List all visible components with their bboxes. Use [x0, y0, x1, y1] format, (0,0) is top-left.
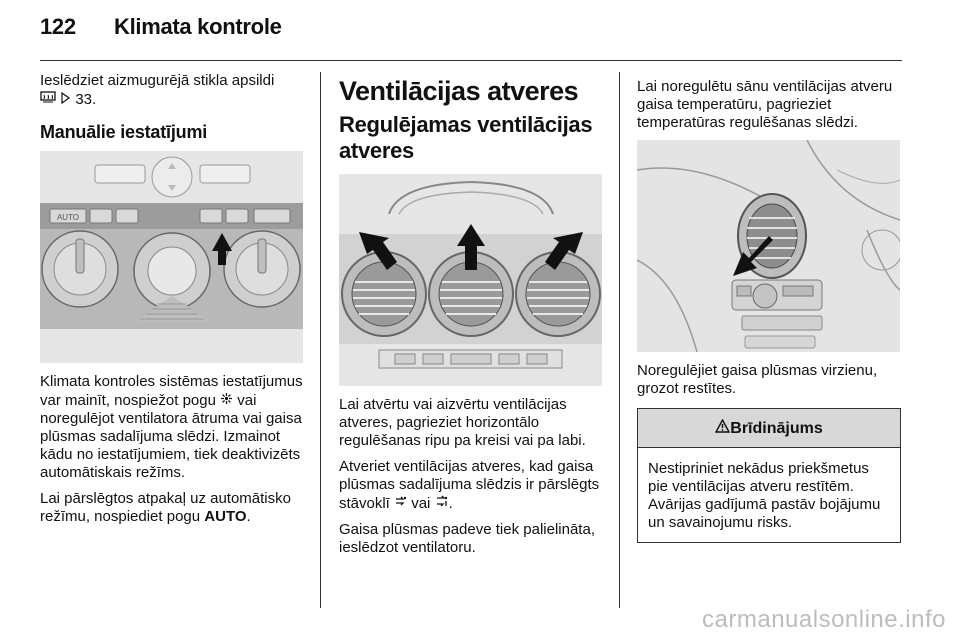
- intro-paragraph: Ieslēdziet aizmugurējā stikla apsildi 33.: [40, 72, 275, 108]
- center-vents-illustration: [339, 174, 602, 386]
- warning-title: Brīdinājums: [730, 420, 823, 437]
- airflow-fan-paragraph: Gaisa plūsmas padeve tiek palielināta, ieslēdzot ventilatoru.: [339, 521, 595, 556]
- page-header: [40, 14, 282, 40]
- warning-triangle-icon: [715, 419, 730, 437]
- side-vent-illustration: [637, 140, 900, 352]
- airflow-face-icon: [394, 494, 407, 512]
- column-3: [637, 78, 901, 543]
- fan-icon: [220, 391, 233, 409]
- manual-settings-paragraph: Klimata kontroles sistēmas iestatījumus var mainīt, nospiežot pogu vai noregulējot ventilatora ātruma vai gaisa plūsmas sadalījuma slēdzi. Izmainot kādu no iestatījumiem, tiek deaktivizēts automātiskais režīms.: [40, 373, 303, 481]
- warning-box: [637, 408, 901, 543]
- section-heading-manual: Manuālie iestatījumi: [40, 122, 208, 142]
- watermark-footer: carmanualsonline.info: [702, 606, 946, 633]
- warning-header: [638, 409, 900, 448]
- page-ref-icon: [60, 90, 71, 108]
- section-title-vents: Ventilācijas atveres: [339, 76, 579, 106]
- page-ref: 33.: [75, 91, 97, 108]
- column-divider-2: [619, 72, 620, 608]
- vent-open-paragraph: Atveriet ventilācijas atveres, kad gaisa plūsmas sadalījuma slēdzis ir pārslēgts stāvoklī vai .: [339, 458, 600, 512]
- header-rule: [40, 60, 902, 61]
- column-2: [339, 76, 604, 565]
- vent-open-close-paragraph: Lai atvērtu vai aizvērtu ventilācijas atveres, pagrieziet horizontālo regulēšanas ripu pa kreisi vai pa labi.: [339, 396, 586, 449]
- column-1: [40, 72, 306, 534]
- auto-mode-paragraph: Lai pārslēgtos atpakaļ uz automātisko režīmu, nospiediet pogu AUTO.: [40, 490, 291, 525]
- column-divider-1: [320, 72, 321, 608]
- subsection-title-adjustable: Regulējamas ventilācijas atveres: [339, 112, 593, 163]
- page-title: Klimata kontrole: [114, 14, 282, 39]
- panel-auto-label: AUTO: [56, 213, 80, 222]
- auto-button-label: AUTO: [204, 508, 247, 525]
- page-number: 122: [40, 14, 76, 39]
- rear-defrost-icon: [40, 90, 56, 108]
- side-vent-temp-paragraph: Lai noregulētu sānu ventilācijas atveru gaisa temperatūru, pagrieziet temperatūras regulēšanas slēdzi.: [637, 78, 893, 131]
- louver-direction-paragraph: Noregulējiet gaisa plūsmas virzienu, grozot restītes.: [637, 362, 878, 397]
- warning-text: Nestipriniet nekādus priekšmetus pie ventilācijas atveru restītēm. Avārijas gadījumā pastāv bojājumu un savainojumu risks.: [648, 460, 881, 531]
- climate-panel-illustration: [40, 151, 303, 363]
- airflow-face-feet-icon: [435, 494, 449, 512]
